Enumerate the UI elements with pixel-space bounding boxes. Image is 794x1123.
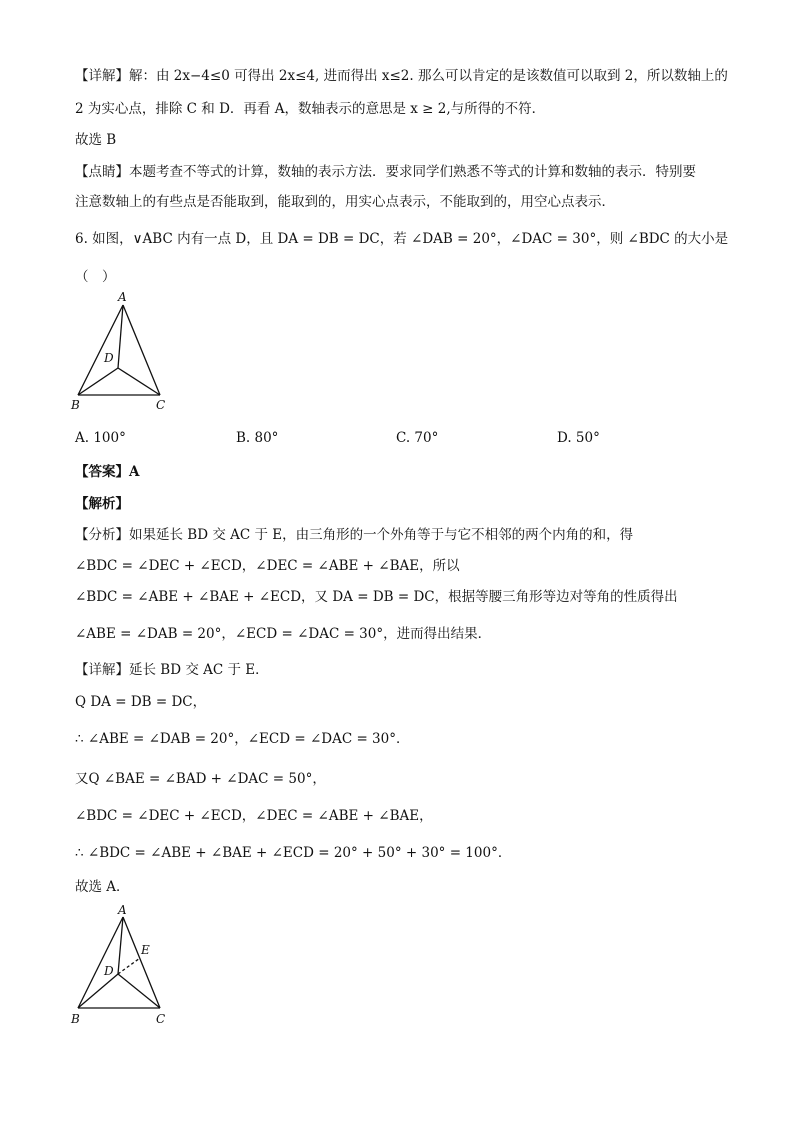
question-6-line: 6. 如图，∨ABC 内有一点 D，且 DA = DB = DC，若 ∠DAB = 20°，∠DAC = 30°，则 ∠BDC 的大小是	[75, 231, 729, 247]
detail-line-1: 【详解】解：由 2x−4≤0 可得出 2x≤4, 进而得出 x≤2. 那么可以肯定的是该数值可以取到 2，所以数轴上的	[75, 68, 728, 84]
choice-b-line: 故选 B	[75, 132, 117, 148]
detail-line-2: 2 为实心点，排除 C 和 D．再看 A，数轴表示的意思是 x ≥ 2,与所得的不符．	[75, 101, 546, 117]
comment-line-1: 【点睛】本题考查不等式的计算，数轴的表示方法．要求同学们熟悉不等式的计算和数轴的表示．特别要	[75, 164, 696, 180]
solution-line-1: 【详解】延长 BD 交 AC 于 E．	[75, 662, 269, 678]
solution-line-6: ∴ ∠BDC = ∠ABE + ∠BAE + ∠ECD = 20° + 50° + 30° = 100°．	[75, 845, 512, 861]
label-e: E	[141, 943, 150, 957]
analysis-line-1: 【分析】如果延长 BD 交 AC 于 E，由三角形的一个外角等于与它不相邻的两个内角的和，得	[75, 527, 634, 543]
analysis-line-2: ∠BDC = ∠DEC + ∠ECD，∠DEC = ∠ABE + ∠BAE，所以	[75, 558, 460, 574]
analysis-heading: 【解析】	[75, 496, 129, 512]
analysis-line-3: ∠BDC = ∠ABE + ∠BAE + ∠ECD，又 DA = DB = DC，根据等腰三角形等边对等角的性质得出	[75, 589, 678, 605]
option-b: B. 80°	[236, 430, 279, 446]
choice-a-line: 故选 A．	[75, 879, 130, 895]
option-a: A. 100°	[75, 430, 126, 446]
option-c: C. 70°	[396, 430, 439, 446]
label-b: B	[71, 1012, 80, 1026]
solution-line-4: 又Q ∠BAE = ∠BAD + ∠DAC = 50°，	[75, 771, 326, 787]
analysis-line-4: ∠ABE = ∠DAB = 20°，∠ECD = ∠DAC = 30°，进而得出结果．	[75, 626, 492, 642]
label-b: B	[71, 398, 80, 412]
solution-line-5: ∠BDC = ∠DEC + ∠ECD，∠DEC = ∠ABE + ∠BAE，	[75, 808, 433, 824]
solution-line-3: ∴ ∠ABE = ∠DAB = 20°，∠ECD = ∠DAC = 30°．	[75, 731, 410, 747]
label-c: C	[156, 1012, 166, 1026]
solution-line-2: Q DA = DB = DC，	[75, 694, 207, 710]
label-c: C	[156, 398, 166, 412]
option-d: D. 50°	[557, 430, 600, 446]
triangle-figure-2	[68, 902, 178, 1030]
comment-line-2: 注意数轴上的有些点是否能取到，能取到的，用实心点表示，不能取到的，用空心点表示．	[75, 194, 615, 210]
label-a: A	[118, 903, 127, 917]
answer-line: 【答案】A	[75, 464, 140, 480]
label-d: D	[104, 964, 114, 978]
label-d: D	[104, 351, 114, 365]
label-a: A	[118, 290, 127, 304]
triangle-figure-1	[68, 290, 178, 415]
question-6-parens: （ ）	[75, 269, 116, 285]
